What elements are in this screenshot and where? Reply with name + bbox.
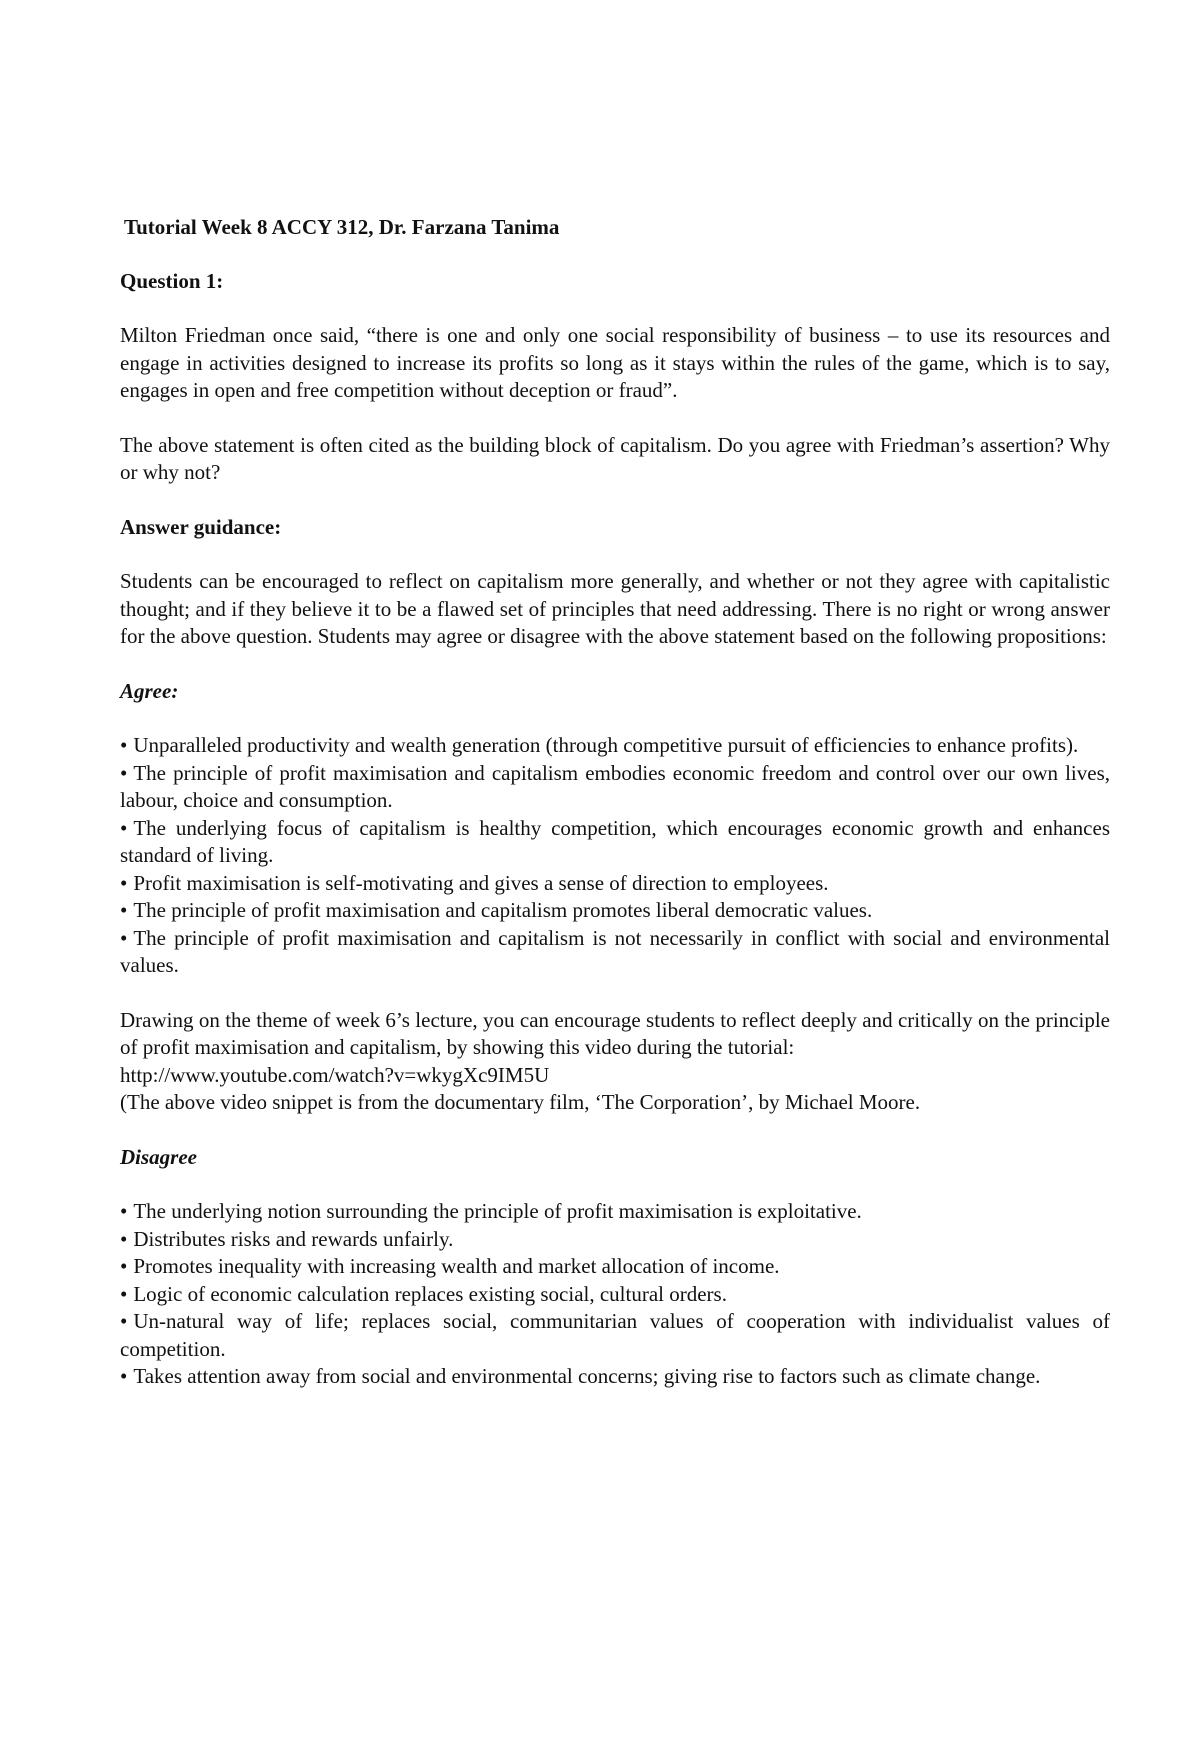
agree-item-text: Profit maximisation is self-motivating and gives a sense of direction to employees. (133, 870, 829, 895)
question-text: Milton Friedman once said, “there is one and only one social responsibility of business – to use its resources and engage in activities designed to increase its profits so long as it stays within the rules of the game, which is to say, engages in open and free competition without deception or fraud”. (120, 323, 1110, 402)
bullet-icon: • (120, 870, 128, 895)
list-item (120, 1281, 1110, 1309)
list-item (120, 1363, 1110, 1391)
disagree-item-text: Un-natural way of life; replaces social, communitarian values of cooperation with individualist values of competition. (120, 1309, 1110, 1361)
list-item (120, 925, 1110, 980)
bullet-icon: • (120, 1364, 128, 1388)
video-link[interactable]: http://www.youtube.com/watch?v=wkygXc9IM5U (120, 1062, 550, 1087)
agree-list (120, 732, 1110, 980)
bullet-icon: • (120, 1281, 128, 1306)
list-item (120, 897, 1110, 925)
question-prompt: The above statement is often cited as the building block of capitalism. Do you agree with Friedman’s assertion? Why or why not? (120, 432, 1110, 484)
bullet-icon: • (120, 1254, 128, 1278)
disagree-item-text: Takes attention away from social and environmental concerns; giving rise to factors such as climate change. (133, 1364, 1041, 1388)
agree-label: Agree: (120, 678, 179, 703)
bullet-icon: • (120, 760, 128, 785)
agree-item-text: The underlying focus of capitalism is healthy competition, which encourages economic growth and enhances standard of living. (120, 815, 1110, 867)
bullet-icon: • (120, 898, 128, 922)
answer-guidance-label: Answer guidance: (120, 514, 282, 539)
agree-item-text: The principle of profit maximisation and capitalism promotes liberal democratic values. (133, 898, 873, 922)
video-block (120, 1007, 1110, 1117)
bullet-icon: • (120, 815, 128, 840)
list-item (120, 760, 1110, 815)
disagree-item-text: Distributes risks and rewards unfairly. (133, 1226, 454, 1251)
disagree-item-text: Logic of economic calculation replaces existing social, cultural orders. (133, 1281, 727, 1306)
disagree-item-text: The underlying notion surrounding the principle of profit maximisation is exploitative. (133, 1199, 862, 1223)
document-title: Tutorial Week 8 ACCY 312, Dr. Farzana Tanima (124, 215, 560, 239)
bullet-icon: • (120, 1199, 128, 1223)
question-label: Question 1: (120, 268, 224, 293)
video-intro-text: Drawing on the theme of week 6’s lecture, you can encourage students to reflect deeply and critically on the principle of profit maximisation and capitalism, by showing this video during the tutorial: (120, 1007, 1110, 1059)
bullet-icon: • (120, 925, 128, 950)
disagree-label: Disagree (120, 1144, 197, 1169)
bullet-icon: • (120, 1226, 128, 1251)
list-item (120, 1253, 1110, 1281)
agree-item-text: Unparalleled productivity and wealth generation (through competitive pursuit of efficiencies to enhance profits). (133, 733, 1079, 757)
document-body (120, 214, 1110, 1391)
agree-item-text: The principle of profit maximisation and capitalism embodies economic freedom and control over our own lives, labour, choice and consumption. (120, 760, 1110, 812)
agree-item-text: The principle of profit maximisation and capitalism is not necessarily in conflict with social and environmental values. (120, 925, 1110, 977)
list-item (120, 815, 1110, 870)
list-item (120, 1308, 1110, 1363)
disagree-item-text: Promotes inequality with increasing wealth and market allocation of income. (133, 1254, 780, 1278)
list-item (120, 1226, 1110, 1254)
list-item (120, 870, 1110, 898)
list-item (120, 1198, 1110, 1226)
bullet-icon: • (120, 1309, 128, 1333)
list-item (120, 732, 1110, 760)
answer-intro: Students can be encouraged to reflect on capitalism more generally, and whether or not they agree with capitalistic thought; and if they believe it to be a flawed set of principles that need addressing. There is no right or wrong answer for the above question. Students may agree or disagree with the above statement based on the following propositions: (120, 569, 1110, 648)
video-note: (The above video snippet is from the documentary film, ‘The Corporation’, by Michael Moore. (120, 1090, 921, 1114)
bullet-icon: • (120, 733, 128, 757)
disagree-list (120, 1198, 1110, 1391)
